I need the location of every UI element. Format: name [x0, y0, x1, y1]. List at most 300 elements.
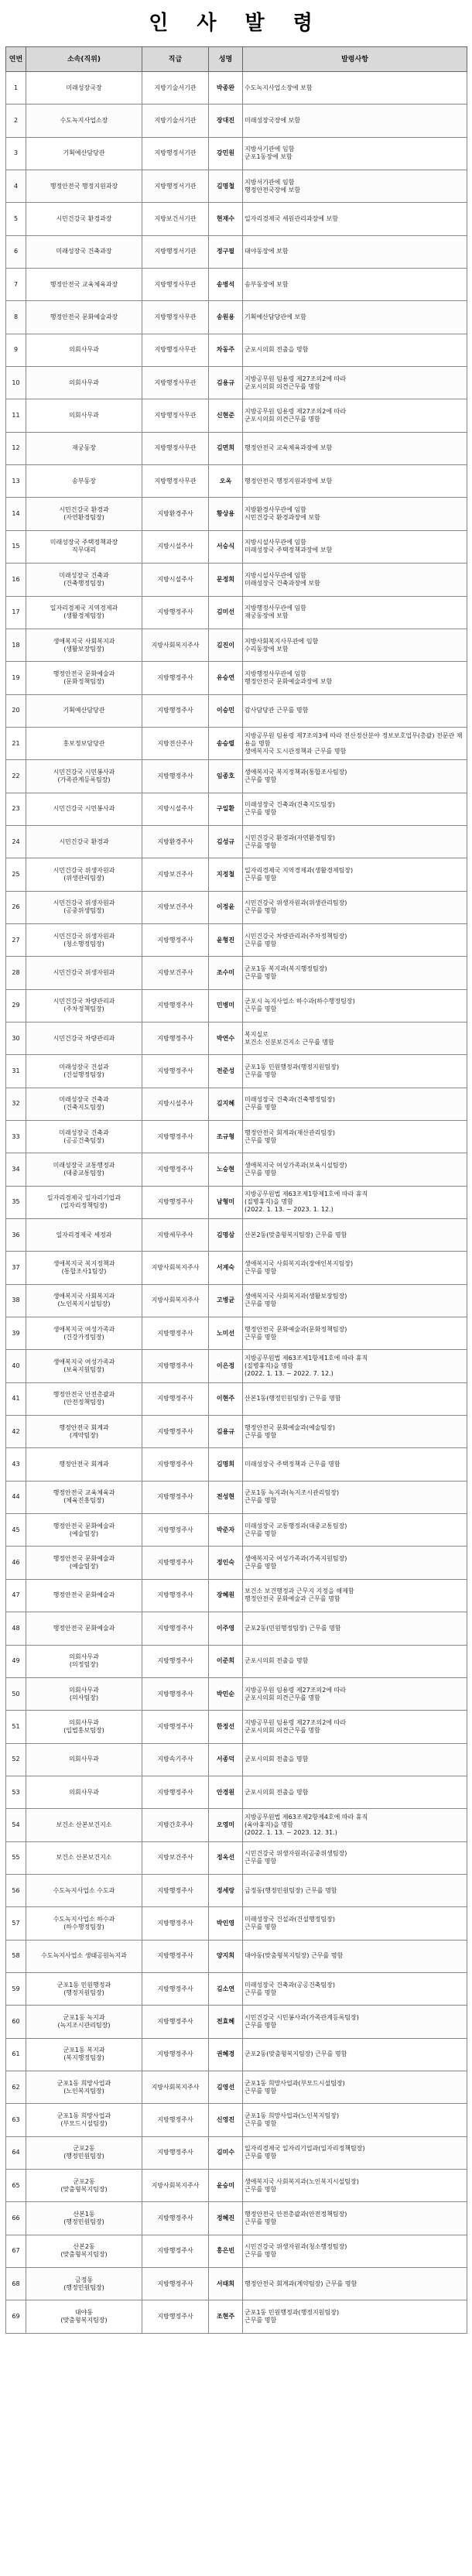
cell-name [209, 170, 243, 203]
cell-no-text: 10 [12, 379, 20, 386]
cell-dept-text: 미래성장국 건축과 (건축행정팀장) [59, 571, 109, 587]
cell-name-text: 전효혜 [216, 2017, 235, 2025]
cell-grade [142, 1907, 209, 1940]
cell-name [209, 1284, 243, 1317]
cell-no-text: 12 [12, 444, 20, 452]
cell-dept-text: 기획예산담당관 [63, 707, 105, 714]
cell-order-text: 지방공무원법 제63조제1항제1호에 따라 휴직 (질병휴직)을 명함 (2022. 1. 13. ~ 2023. 1. 12.) [245, 1190, 368, 1214]
cell-grade [142, 1317, 209, 1350]
cell-grade-text: 지방행정주사 [157, 1067, 193, 1074]
cell-name-text: 김명희 [216, 1461, 235, 1468]
cell-no [6, 1809, 26, 1841]
cell-order [243, 1677, 467, 1710]
cell-name [209, 760, 243, 793]
cell-grade [142, 1448, 209, 1481]
table-row [6, 1252, 467, 1284]
cell-name-text: 민병미 [216, 1002, 235, 1009]
cell-grade-text: 지방행정주사 [157, 673, 193, 681]
cell-order [243, 629, 467, 661]
cell-no [6, 1186, 26, 1218]
cell-no [6, 1219, 26, 1252]
cell-dept-text: 홍보정보담당관 [63, 739, 105, 747]
cell-dept-text: 군포1동 민원행정과 (행정지원팀장) [56, 1981, 111, 1996]
cell-grade-text: 지방행정서기관 [154, 248, 197, 255]
cell-no-text: 21 [12, 739, 20, 747]
cell-order [243, 2006, 467, 2038]
cell-dept [26, 1088, 142, 1120]
cell-grade [142, 104, 209, 137]
cell-grade [142, 727, 209, 759]
table-row [6, 2202, 467, 2235]
cell-order-text: 미래성장국 건축과(공공건축팀장) 근무를 명함 [245, 1981, 335, 1996]
cell-order [243, 498, 467, 530]
cell-name [209, 498, 243, 530]
cell-name [209, 1907, 243, 1940]
cell-dept [26, 72, 142, 104]
cell-order-text: 군포1동 희망사업과(부모드시설팀장) 근무를 명함 [245, 2079, 345, 2095]
cell-order-text: 지방사회복지사무관에 임함 수리동장에 보함 [245, 637, 319, 653]
cell-order [243, 137, 467, 170]
cell-dept [26, 269, 142, 301]
table-row [6, 1547, 467, 1579]
cell-no [6, 2202, 26, 2235]
cell-grade [142, 1711, 209, 1743]
cell-no [6, 2170, 26, 2202]
cell-order-text: 행정안전국 안전총괄과(안전정책팀장) 근무를 명함 [245, 2211, 347, 2226]
table-row [6, 858, 467, 891]
cell-name [209, 1579, 243, 1612]
cell-grade [142, 1743, 209, 1776]
cell-order-text: 군포2동(민원행정팀장) 근무를 명함 [245, 1624, 341, 1632]
cell-name-text: 이은정 [216, 1362, 235, 1370]
cell-grade [142, 1776, 209, 1808]
cell-grade-text: 지방행정사무관 [154, 313, 197, 321]
cell-order [243, 1022, 467, 1054]
table-row [6, 1088, 467, 1120]
cell-dept [26, 432, 142, 464]
cell-order-text: 행정안전국 행정지원과장에 보함 [245, 477, 333, 485]
cell-dept [26, 367, 142, 399]
cell-grade [142, 1874, 209, 1906]
cell-no [6, 793, 26, 825]
cell-no [6, 269, 26, 301]
cell-no [6, 1547, 26, 1579]
cell-grade [142, 858, 209, 891]
cell-order [243, 72, 467, 104]
table-row [6, 2170, 467, 2202]
cell-dept [26, 1940, 142, 1972]
cell-no [6, 1514, 26, 1547]
cell-grade-text: 지방행정주사 [157, 608, 193, 616]
cell-no-text: 57 [12, 1919, 20, 1927]
cell-dept [26, 1186, 142, 1218]
cell-dept-text: 행정안전국 문화예술과 [53, 1591, 115, 1599]
cell-order-text: 일자리경제국 세원관리과장에 보함 [245, 215, 339, 223]
cell-order [243, 1317, 467, 1350]
cell-order-text: 군포시의회 전출을 명함 [245, 1756, 309, 1763]
cell-grade-text: 지방기술서기관 [154, 117, 197, 125]
cell-name-text: 이정윤 [216, 903, 235, 911]
cell-order-text: 지방공무원법 제63조제1항제1호에 따라 휴직 (질병휴직)을 명함 (2022. 1. 13. ~ 2022. 7. 12.) [245, 1355, 368, 1378]
cell-no [6, 1055, 26, 1088]
cell-name [209, 989, 243, 1022]
cell-grade-text: 지방행정주사 [157, 1952, 193, 1960]
cell-grade [142, 662, 209, 694]
cell-no-text: 11 [12, 412, 20, 420]
table-row [6, 1284, 467, 1317]
table-row [6, 203, 467, 235]
table-row [6, 399, 467, 432]
cell-order [243, 432, 467, 464]
cell-name-text: 송원용 [216, 313, 235, 321]
cell-name-text: 김소연 [216, 1985, 235, 1992]
cell-order-text: 일자리경제국 지역경제과(생활경제팀장) 근무를 명함 [245, 866, 354, 882]
cell-no [6, 137, 26, 170]
cell-no-text: 6 [13, 248, 19, 255]
cell-name [209, 1514, 243, 1547]
header-name: 성명 [209, 47, 243, 72]
cell-order [243, 2170, 467, 2202]
cell-grade-text: 지방행정주사 [157, 1034, 193, 1042]
cell-dept [26, 2268, 142, 2300]
cell-grade [142, 1514, 209, 1547]
cell-order [243, 235, 467, 268]
cell-order [243, 1776, 467, 1808]
cell-grade-text: 지방행정주사 [157, 1624, 193, 1632]
cell-name [209, 1972, 243, 2005]
cell-dept [26, 2071, 142, 2103]
cell-name [209, 1481, 243, 1513]
cell-dept [26, 2202, 142, 2235]
cell-no [6, 858, 26, 891]
cell-dept-text: 송부동장 [72, 477, 96, 485]
cell-order [243, 858, 467, 891]
table-row [6, 2038, 467, 2071]
cell-grade [142, 235, 209, 268]
cell-order-text: 군포1동 희망사업과(노인복지팀장) 근무를 명함 [245, 2112, 340, 2127]
cell-dept-text: 재궁동장 [72, 444, 96, 452]
cell-dept [26, 989, 142, 1022]
cell-no-text: 56 [12, 1886, 20, 1894]
cell-dept-text: 행정안전국 문화예술과 (예술팀장) [53, 1522, 115, 1537]
table-row [6, 825, 467, 858]
cell-no-text: 29 [12, 1002, 20, 1009]
cell-order [243, 760, 467, 793]
cell-order-text: 군포시의회 전출을 명함 [245, 1788, 309, 1796]
cell-dept [26, 1121, 142, 1153]
cell-name-text: 조현주 [216, 2313, 235, 2321]
cell-dept-text: 생애복지국 사회복지과 (노인복지시설팀장) [53, 1293, 115, 1308]
cell-grade [142, 2235, 209, 2267]
cell-dept [26, 1481, 142, 1513]
cell-name-text: 황상용 [216, 510, 235, 518]
cell-grade-text: 지방행정사무관 [154, 346, 197, 354]
cell-dept [26, 2136, 142, 2169]
cell-dept [26, 1743, 142, 1776]
cell-name [209, 1022, 243, 1054]
cell-dept-text: 군포1동 복지과 (복지행정팀장) [63, 2047, 105, 2062]
cell-dept [26, 891, 142, 923]
cell-order [243, 825, 467, 858]
cell-name-text: 서계숙 [216, 1264, 235, 1272]
cell-dept [26, 564, 142, 596]
cell-dept [26, 1350, 142, 1382]
cell-dept [26, 465, 142, 498]
cell-order [243, 2202, 467, 2235]
cell-dept-text: 의회사무과 (의사팀장) [69, 1686, 99, 1701]
table-header-row [6, 47, 467, 72]
table-row [6, 989, 467, 1022]
cell-dept-text: 의회사무과 [69, 1756, 99, 1763]
cell-order-text: 행정안전국 교육체육과장에 보함 [245, 444, 333, 452]
table-row [6, 1579, 467, 1612]
cell-order [243, 2136, 467, 2169]
cell-grade-text: 지방행정주사 [157, 2050, 193, 2058]
cell-dept-text: 행정안전국 회계과 (계약팀장) [59, 1423, 109, 1439]
cell-order-text: 지방시설사무관에 임함 미래성장국 건축과장에 보함 [245, 571, 320, 587]
cell-name [209, 1711, 243, 1743]
cell-order-text: 지방행정사무관에 임함 재궁동장에 보함 [245, 605, 306, 620]
cell-name [209, 2170, 243, 2202]
cell-order-text: 감사담당관 근무를 명함 [245, 707, 309, 714]
cell-dept-text: 시민건강국 환경과 [59, 838, 109, 845]
cell-no-text: 27 [12, 936, 20, 944]
cell-grade-text: 지방행정주사 [157, 1657, 193, 1665]
cell-dept-text: 대야동 (맞춤형복지팀장) [60, 2309, 108, 2324]
table-row [6, 1153, 467, 1186]
cell-dept-text: 시민건강국 환경과 (자연환경팀장) [59, 506, 109, 522]
cell-dept-text: 군포1동 희망사업과 (노인복지팀장) [56, 2079, 111, 2095]
cell-order [243, 2071, 467, 2103]
cell-grade-text: 지방행정주사 [157, 2313, 193, 2321]
cell-order-text: 대야동(맞춤형복지팀장) 근무를 명함 [245, 1952, 344, 1960]
cell-name [209, 367, 243, 399]
cell-order-text: 복지실로 보건소 신분보건지소 근무를 명함 [245, 1030, 334, 1046]
cell-dept-text: 산본2동 (맞춤형복지팀장) [60, 2243, 108, 2259]
cell-name [209, 269, 243, 301]
cell-no [6, 498, 26, 530]
cell-dept-text: 시민건강국 위생자원과 (청소행정팀장) [53, 932, 115, 947]
cell-no-text: 2 [13, 117, 19, 125]
cell-name [209, 530, 243, 563]
cell-order [243, 694, 467, 727]
table-row [6, 2104, 467, 2136]
cell-no-text: 16 [12, 575, 20, 583]
table-row [6, 1448, 467, 1481]
cell-order-text: 군포1동 민원행정과(행정지원팀장) 근무를 명함 [245, 2309, 340, 2324]
table-row [6, 1055, 467, 1088]
table-row [6, 104, 467, 137]
table-row [6, 301, 467, 334]
cell-grade-text: 지방행정주사 [157, 1919, 193, 1927]
cell-dept [26, 1809, 142, 1841]
cell-order-text: 지방서기관에 임함 행정안전국장에 보함 [245, 178, 301, 194]
cell-order-text: 시민건강국 환경과(자연환경팀장) 근무를 명함 [245, 834, 335, 849]
cell-no-text: 4 [13, 182, 19, 190]
cell-dept [26, 1252, 142, 1284]
cell-order-text: 군포시의회 전출을 명함 [245, 346, 309, 354]
cell-dept-text: 의회사무과 [69, 346, 99, 354]
cell-order-text: 생애복지국 복지정책과(통합조사팀장) 근무를 명함 [245, 768, 347, 783]
cell-name [209, 1841, 243, 1874]
cell-name [209, 1350, 243, 1382]
cell-grade-text: 지방사회복지주사 [151, 2083, 200, 2091]
cell-no-text: 62 [12, 2083, 20, 2091]
table-row [6, 1677, 467, 1710]
cell-dept-text: 미래성장국 주택정책과장 직무대리 [50, 539, 118, 554]
table-row [6, 1382, 467, 1415]
cell-name [209, 1055, 243, 1088]
cell-name [209, 1088, 243, 1120]
cell-no-text: 41 [12, 1395, 20, 1403]
cell-name-text: 오옥 [219, 477, 232, 485]
cell-order-text: 군포1동 녹지과(녹지조시관리팀장) 근무를 명함 [245, 1489, 340, 1505]
cell-grade-text: 지방사회복지주사 [151, 1297, 200, 1304]
cell-name-text: 정옥선 [216, 1854, 235, 1862]
table-row [6, 1350, 467, 1382]
cell-order-text: 산본2동(맞춤형복지팀장) 근무를 명함 [245, 1231, 347, 1238]
cell-dept [26, 2235, 142, 2267]
cell-grade [142, 596, 209, 629]
table-row [6, 2006, 467, 2038]
cell-dept-text: 미래성장국장 [66, 84, 102, 91]
cell-name [209, 2038, 243, 2071]
cell-grade [142, 793, 209, 825]
cell-name [209, 1940, 243, 1972]
cell-no [6, 2071, 26, 2103]
cell-dept-text: 수도녹지사업소 수도과 [53, 1886, 115, 1894]
cell-no [6, 2104, 26, 2136]
cell-no-text: 52 [12, 1756, 20, 1763]
cell-name-text: 정구필 [216, 248, 235, 255]
cell-no [6, 465, 26, 498]
cell-grade [142, 1481, 209, 1513]
cell-no-text: 20 [12, 707, 20, 714]
table-row [6, 530, 467, 563]
cell-dept-text: 수도녹지사업소 하수과 (하수행정팀장) [53, 1915, 115, 1930]
cell-order-text: 행정안전국 문화예술과(예술팀장) 근무를 명함 [245, 1423, 335, 1439]
header-grade: 직급 [142, 47, 209, 72]
cell-no [6, 1481, 26, 1513]
cell-grade [142, 1252, 209, 1284]
cell-grade [142, 957, 209, 989]
cell-no-text: 39 [12, 1329, 20, 1337]
cell-order [243, 367, 467, 399]
cell-order [243, 1121, 467, 1153]
cell-dept [26, 498, 142, 530]
cell-order [243, 596, 467, 629]
cell-grade-text: 지방행정주사 [157, 707, 193, 714]
cell-no-text: 54 [12, 1821, 20, 1828]
cell-order-text: 미래성장국장에 보함 [245, 117, 301, 125]
table-row [6, 2071, 467, 2103]
cell-no [6, 1972, 26, 2005]
cell-dept-text: 일자리경제국 세정과 [56, 1231, 112, 1238]
cell-no-text: 66 [12, 2215, 20, 2222]
cell-name [209, 1677, 243, 1710]
cell-no-text: 37 [12, 1264, 20, 1272]
cell-no [6, 1153, 26, 1186]
cell-order [243, 334, 467, 366]
cell-dept [26, 2170, 142, 2202]
cell-grade [142, 367, 209, 399]
cell-dept [26, 2038, 142, 2071]
cell-no [6, 596, 26, 629]
cell-dept [26, 1547, 142, 1579]
cell-grade [142, 1940, 209, 1972]
table-row [6, 1809, 467, 1841]
table-row [6, 957, 467, 989]
cell-name [209, 334, 243, 366]
cell-no [6, 367, 26, 399]
cell-grade-text: 지방행정주사 [157, 1526, 193, 1533]
cell-order-text: 시민건강국 차량관리과(주차정책팀장) 근무를 명함 [245, 932, 347, 947]
cell-name [209, 1874, 243, 1906]
cell-grade-text: 지방행정주사 [157, 2215, 193, 2222]
cell-grade-text: 지방보건주사 [157, 870, 193, 878]
cell-order [243, 104, 467, 137]
cell-grade [142, 2071, 209, 2103]
cell-grade-text: 지방전산주사 [157, 739, 193, 747]
table-row [6, 1743, 467, 1776]
cell-dept-text: 행정안전국 행정지원과장 [50, 182, 118, 190]
table-row [6, 564, 467, 596]
cell-name [209, 465, 243, 498]
cell-order [243, 662, 467, 694]
cell-grade-text: 지방행정주사 [157, 2149, 193, 2156]
cell-order [243, 2300, 467, 2333]
table-row [6, 367, 467, 399]
cell-dept [26, 334, 142, 366]
cell-name [209, 1743, 243, 1776]
cell-grade [142, 432, 209, 464]
cell-name [209, 825, 243, 858]
table-row [6, 72, 467, 104]
cell-grade-text: 지방행정주사 [157, 2017, 193, 2025]
cell-name [209, 957, 243, 989]
cell-name-text: 문정희 [216, 575, 235, 583]
table-row [6, 1186, 467, 1218]
cell-no [6, 1382, 26, 1415]
cell-name-text: 장대진 [216, 117, 235, 125]
cell-name-text: 윤승미 [216, 2181, 235, 2189]
cell-order [243, 1481, 467, 1513]
cell-order-text: 시민건강국 위생자원과(위생관리팀장) 근무를 명함 [245, 899, 347, 915]
table-row [6, 1841, 467, 1874]
cell-grade [142, 1416, 209, 1448]
cell-no [6, 629, 26, 661]
cell-dept-text: 미래성장국 교통행정과 (대중교통팀장) [53, 1162, 115, 1177]
cell-order-text: 군포1동 민원행정과(행정지원팀장) 근무를 명함 [245, 1063, 340, 1078]
cell-grade [142, 760, 209, 793]
cell-name [209, 891, 243, 923]
cell-no-text: 34 [12, 1166, 20, 1173]
cell-grade-text: 지방환경주사 [157, 510, 193, 518]
cell-dept [26, 1219, 142, 1252]
table-row [6, 1776, 467, 1808]
cell-order [243, 1153, 467, 1186]
cell-no-text: 19 [12, 673, 20, 681]
cell-name-text: 정인숙 [216, 1559, 235, 1567]
table-row [6, 662, 467, 694]
cell-order-text: 기획예산담당관에 보함 [245, 313, 306, 321]
table-row [6, 1940, 467, 1972]
cell-name-text: 서태희 [216, 2280, 235, 2287]
table-row [6, 793, 467, 825]
cell-grade [142, 137, 209, 170]
cell-no [6, 104, 26, 137]
cell-name-text: 김미수 [216, 2149, 235, 2156]
